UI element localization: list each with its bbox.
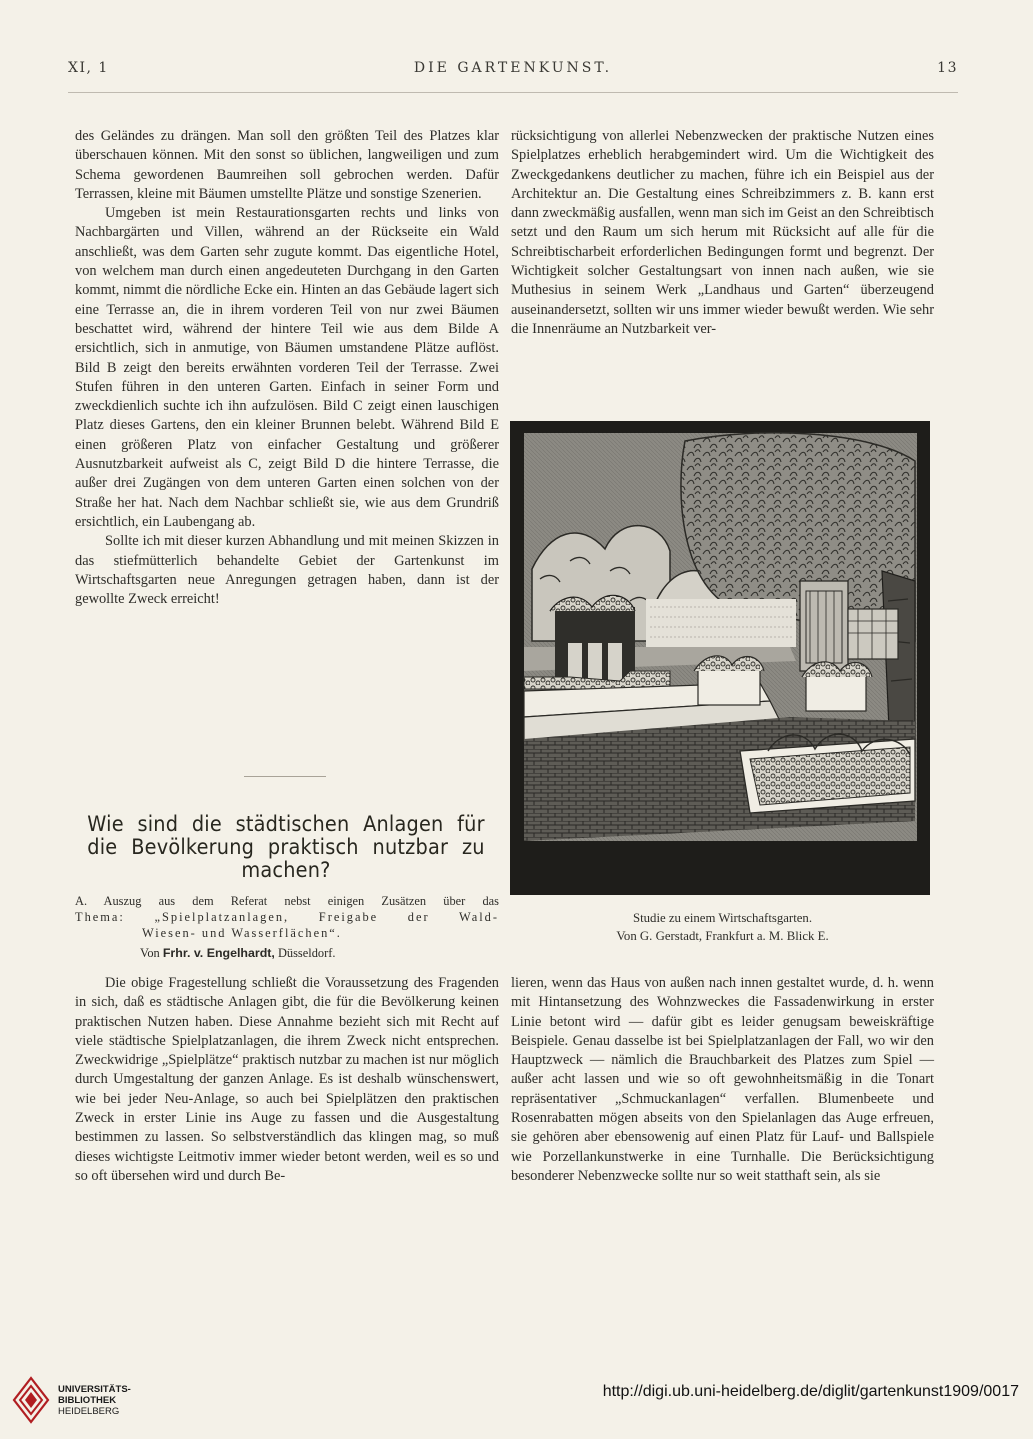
author-place: Düsseldorf.: [277, 946, 336, 960]
figure-caption-title: Studie zu einem Wirtschaftsgarten.: [632, 911, 813, 925]
library-name: [58, 1384, 131, 1417]
section-divider: [244, 776, 326, 777]
library-name-line: HEIDELBERG: [58, 1406, 120, 1417]
paragraph: Umgeben ist mein Restaurationsgarten rechts und links von Nachbargärten und Villen, während an der Rückseite ein Wald anschließt, was dem Garten sehr zugute kommt. Das eigentliche Hotel, von welchem man durch einen angedeuteten Durchgang in den Garten kommt, nimmt die nördliche Ecke ein. Hinten an das Gebäude lagert sich eine Terrasse an, die in ihrem vorderen Teil von nur zwei Bäumen beschattet wird, während der hintere Teil wie aus dem Bilde A ersichtlich, sich in anmutige, von Bäumen umstandene Plätze auflöst. Bild B zeigt den bereits erwähnten vorderen Teil der Terrasse. Zwei Stufen führen in den unteren Garten. Einfach in seiner Form und zweckdienlich suchte ich ihn aufzulösen. Bild C zeigt einen lauschigen Platz dieses Gartens, den ein kleiner Brunnen belebt. Während Bild E einen größeren Platz von einfacher Gestaltung und größerer Ausnutzbarkeit aufweist als C, zeigt Bild D die hintere Terrasse, die außer drei Zugängen von dem unteren Garten einen solchen von der Straße her hat. Nach dem Nachbar schließt sie, wie aus dem Grundriß ersichtlich, ein Laubengang ab.: [75, 205, 499, 530]
column-left-bottom: [75, 974, 499, 1186]
paragraph: lieren, wenn das Haus von außen nach innen gestaltet wurde, d. h. wenn mit Hintansetzung des Wohnzweckes die Fassadenwirkung in erster Linie betont wird — dafür gibt es leider genugsam beweiskräftige Beispiele. Genau dasselbe ist bei Spielplatzanlagen der Fall, wo wir den Hauptzweck — nämlich die Brauchbarkeit des Platzes zum Spiel — außer acht lassen und wie so oft gewohnheitsmäßig in die Tonart repräsentativer „Schmuckanlagen“ verfallen. Blumenbeete und Rosenrabatten mögen abseits von den Spielanlagen das Auge erfreuen, sie gehören aber ebensowenig auf einen Platz für Lauf- und Ballspiele wie Porzellankunstwerke in eine Turnhalle. Die Berücksichtigung besonderer Nebenzwecke sollte nur so weit statthaft sein, als sie: [511, 975, 934, 1184]
article-title-line: machen?: [241, 858, 331, 882]
library-name-line: UNIVERSITÄTS-: [58, 1384, 131, 1395]
article-title-line: die Bevölkerung praktisch nutzbar zu: [87, 835, 485, 859]
figure-caption-credit: Von G. Gerstadt, Frankfurt a. M. Blick E.: [616, 929, 829, 943]
library-name-line: BIBLIOTHEK: [58, 1395, 117, 1406]
article-author: [140, 946, 440, 961]
paragraph: des Geländes zu drängen. Man soll den größten Teil des Platzes klar überschauen können. Mit den sonst so üblichen, langweiligen und zum Schema gewordenen Baumreihen soll gebrochen werden. Dafür Terrassen, kleine mit Bäumen umstellte Plätze und sonstige Szenerien.: [75, 128, 499, 202]
article-subtitle: Wiesen- und Wasserflächen“.: [142, 926, 342, 940]
paragraph: Sollte ich mit dieser kurzen Abhandlung und mit meinen Skizzen in das stiefmütterlich behandelte Gebiet der Gartenkunst im Wirtschaftsgarten neue Anregungen getragen haben, dann ist der gewollte Zweck erreicht!: [75, 533, 499, 608]
volume-number: XI, 1: [68, 60, 109, 76]
running-header: [68, 60, 958, 80]
paragraph: rücksichtigung von allerlei Nebenzwecken der praktische Nutzen eines Spielplatzes erheblich herabgemindert wird. Um die Wichtigkeit des Zweckgedankens deutlicher zu machen, führe ich ein Beispiel aus der Architektur an. Die Gestaltung eines Schreibzimmers z. B. kann erst dann zweckmäßig ausfallen, wenn man sich im Geist an den Schreibtisch setzt und den Raum um sich herum mit Rücksicht auf alle für die Schreibtischarbeit erforderlichen Bedingungen formt und begrenzt. Der Wichtigkeit solcher Gestaltungsart von innen nach außen, wie sie Muthesius in seinem Werk „Landhaus und Garten“ überzeugend auseinandersetzt, sollten wir uns immer wieder bewußt werden. Wie sehr die Innenräume an Nutzbarkeit ver-: [511, 128, 934, 337]
library-logo-icon: [10, 1372, 52, 1426]
article-title-line: Wie sind die städtischen Anlagen für: [87, 812, 485, 836]
article-title: [87, 813, 484, 882]
author-prefix: Von: [140, 946, 160, 960]
garden-study-drawing: [510, 421, 930, 895]
source-url[interactable]: http://digi.ub.uni-heidelberg.de/diglit/gartenkunst1909/0017: [602, 1383, 1019, 1400]
column-right-top: [511, 127, 934, 339]
journal-title: DIE GARTENKUNST.: [413, 60, 613, 76]
author-name: Frhr. v. Engelhardt,: [162, 946, 275, 960]
garden-illustration: [510, 421, 930, 895]
article-subtitle: Thema: „Spielplatzanlagen, Freigabe der Wald-: [75, 910, 499, 924]
page-number: 13: [937, 60, 958, 76]
header-rule: [68, 92, 958, 93]
column-right-bottom: [511, 974, 934, 1186]
article-subtitle: A. Auszug aus dem Referat nebst einigen Zusätzen über das: [75, 894, 499, 908]
paragraph: Die obige Fragestellung schließt die Voraussetzung des Fragenden in sich, daß es städtische Anlagen gibt, die für die Bevölkerung keinen praktischen Nutzen haben. Diese Annahme bezieht sich mit Recht auf viele städtische Spielplatzanlagen, die ihrem Zweck nicht entsprechen. Zweckwidrige „Spielplätze“ praktisch nutzbar zu machen ist nur möglich durch Umgestaltung der ganzen Anlage. Es ist deshalb wünschenswert, wie bei jeder Neu-Anlage, so auch bei Spielplätzen den praktischen Zweck in erster Linie ins Auge zu fassen und die Ausgestaltung bestimmen zu lassen. So selbstverständlich das klingen mag, so muß dieses wichtigste Leitmotiv immer wieder betont werden, weil es so und so oft übersehen wird und durch Be-: [75, 975, 499, 1184]
column-left-top: [75, 127, 499, 609]
